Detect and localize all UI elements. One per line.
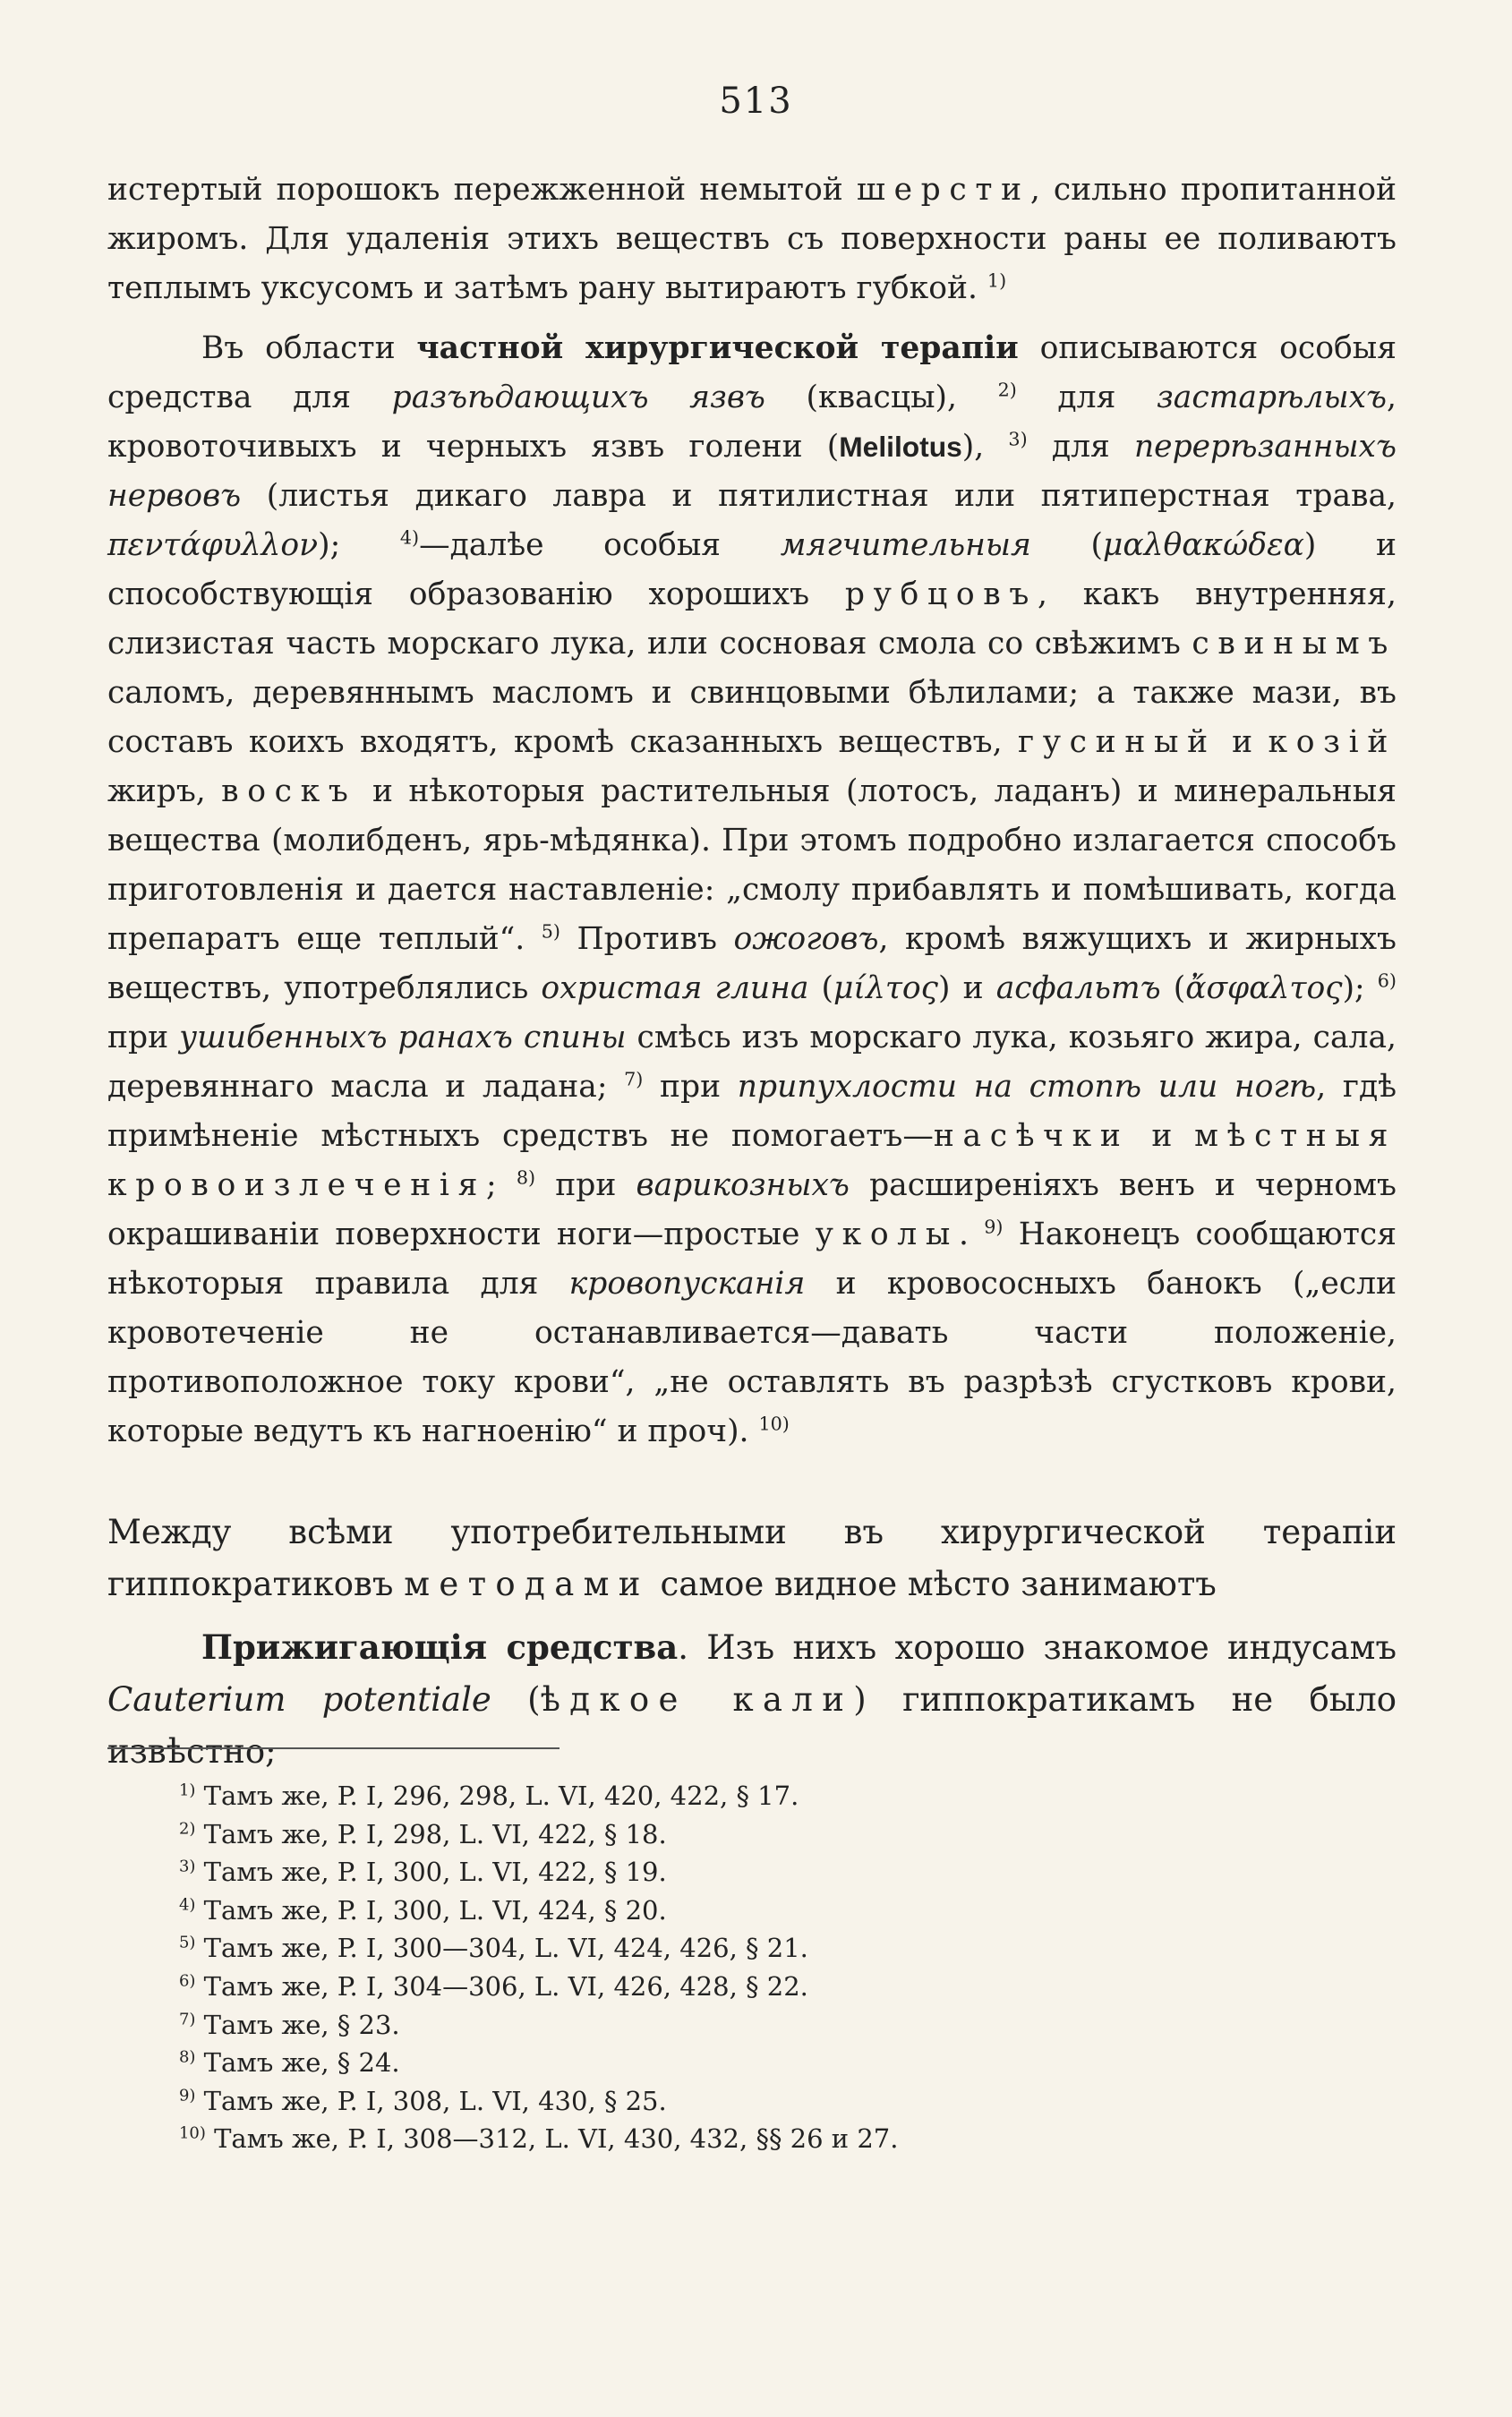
- footnote-ref: 2): [997, 379, 1017, 401]
- main-text: [107, 166, 1397, 1778]
- text-run: πεντάφυλλον: [107, 527, 319, 563]
- footnote: $^{6)}$ Тамъ же, P. I, 304—306, L. VI, 426, 428, § 22.: [179, 1970, 808, 2002]
- footnote: $^{2)}$ Тамъ же, P. I, 298, L. VI, 422, § 18.: [179, 1818, 667, 1849]
- footnote: $^{8)}$ Тамъ же, § 24.: [179, 2047, 400, 2079]
- footnote-ref: 4): [399, 526, 420, 549]
- text-run: уколы: [815, 1217, 959, 1252]
- footnotes: [179, 1777, 1253, 2158]
- paragraph-3: [107, 1507, 1397, 1610]
- text-run: перерѣзанныхъ нервовъ: [107, 429, 1397, 514]
- text-run: , кровоточивыхъ и черныхъ язвъ голени (: [107, 380, 1397, 465]
- footnote: $^{7)}$ Тамъ же, § 23.: [179, 2009, 400, 2040]
- text-run: гусиный: [1017, 724, 1217, 760]
- footnote-ref: 6): [1377, 969, 1397, 992]
- text-run: воскъ: [221, 773, 357, 809]
- footnote-ref: 8): [516, 1166, 536, 1189]
- footnote: $^{10)}$ Тамъ же, P. I, 308—312, L. VI, 430, 432, §§ 26 и 27.: [179, 2123, 899, 2155]
- text-run: насѣчки: [933, 1118, 1130, 1154]
- text-run: и нѣкоторыя растительныя (лотосъ, ладанъ) и минеральныя вещества (молибденъ, ярь-мѣдянка). При этомъ подробно излагается способъ приготовленія и дается наставленіе: „смолу прибавлять и помѣшивать, когда препаратъ еще теплый“.: [107, 773, 1397, 957]
- paragraph-4: [107, 1621, 1397, 1778]
- text-run: (: [491, 1680, 541, 1719]
- text-run: асфальтъ: [995, 970, 1161, 1006]
- footnote-ref: 3): [1008, 428, 1028, 450]
- text-run: ушибенныхъ ранахъ спины: [179, 1020, 627, 1055]
- text-run: (: [808, 970, 834, 1006]
- text-run: припухлости на стопѣ или ногѣ: [737, 1069, 1317, 1105]
- text-run: (: [1030, 527, 1103, 563]
- text-run: , какъ внутренняя, слизистая часть морскаго лука, или сосновая смола со свѣжимъ: [107, 576, 1397, 662]
- footnote-ref: 7): [624, 1068, 644, 1090]
- text-run: (квасцы),: [765, 380, 998, 415]
- text-run: расширеніяхъ венъ и черномъ окрашиваніи поверхности ноги—простые: [107, 1167, 1397, 1252]
- text-run: ожоговъ: [733, 921, 879, 957]
- text-run: разъѣдающихъ язвъ: [391, 380, 765, 415]
- text-run: (листья дикаго лавра и пятилистная или пятиперстная трава,: [241, 478, 1397, 514]
- footnote: $^{3)}$ Тамъ же, P. I, 300, L. VI, 422, § 19.: [179, 1857, 667, 1888]
- text-run: Противъ: [560, 921, 734, 957]
- text-run: ;: [486, 1167, 517, 1203]
- text-run: свинымъ: [1192, 626, 1397, 662]
- text-run: ) гиппократикамъ не было извѣстно;: [107, 1680, 1397, 1771]
- text-run: .: [958, 1217, 985, 1252]
- footnote-ref: 9): [984, 1216, 1004, 1238]
- text-run: Прижигающія средства: [201, 1627, 679, 1667]
- footnote: $^{4)}$ Тамъ же, P. I, 300, L. VI, 424, § 20.: [179, 1894, 667, 1926]
- text-run: ) и: [938, 970, 996, 1006]
- footnote-ref: 5): [541, 920, 560, 943]
- text-run: Melilotus: [839, 431, 962, 463]
- text-run: Cauterium potentiale: [107, 1680, 491, 1719]
- text-run: кровопусканія: [568, 1266, 806, 1302]
- text-run: варикозныхъ: [636, 1167, 850, 1203]
- text-run: ),: [961, 429, 1009, 465]
- text-run: при: [107, 1020, 180, 1055]
- text-run: рубцовъ: [844, 576, 1038, 612]
- text-run: для: [1027, 429, 1134, 465]
- text-run: ἄσφαλτος: [1185, 970, 1343, 1006]
- footnote: $^{9)}$ Тамъ же, P. I, 308, L. VI, 430, § 25.: [179, 2085, 667, 2116]
- text-run: охристая глина: [541, 970, 809, 1006]
- text-run: застарѣлыхъ: [1156, 380, 1388, 415]
- text-run: ) и способствующія образованію хорошихъ: [107, 527, 1397, 612]
- text-run: саломъ, деревяннымъ масломъ и свинцовыми бѣлилами; а также мази, въ составъ коихъ входятъ, кромѣ сказанныхъ веществъ,: [107, 675, 1397, 760]
- text-run: жиръ,: [107, 773, 222, 809]
- text-run: Наконецъ сообщаются нѣкоторыя правила для: [107, 1217, 1397, 1302]
- text-run: );: [318, 527, 400, 563]
- text-run: μίλτος: [833, 970, 939, 1006]
- text-run: описываются особыя средства для: [107, 330, 1397, 415]
- text-run: —далѣе особыя: [419, 527, 781, 563]
- footnote-divider: [107, 1747, 560, 1749]
- text-run: . Изъ нихъ хорошо знакомое индусамъ: [678, 1628, 1397, 1667]
- text-run: и: [1129, 1118, 1195, 1154]
- text-run: );: [1342, 970, 1378, 1006]
- text-run: , кромѣ вяжущихъ и жирныхъ веществъ, употреблялись: [107, 921, 1397, 1006]
- footnote-ref: 10): [758, 1413, 790, 1435]
- text-run: , сильно пропитанной жиромъ. Для удаленія этихъ веществъ съ поверхности раны ее поливаютъ теплымъ уксусомъ и затѣмъ рану вытираютъ губкой.: [107, 172, 1397, 306]
- text-run: истертый порошокъ пережженной немытой: [107, 172, 857, 208]
- text-run: и кровососныхъ банокъ („если кровотеченіе не останавливается—давать части положеніе, противоположное току крови“, „не оставлять въ разрѣзѣ сгустковъ крови, которые ведутъ къ нагноенію“ и проч).: [107, 1266, 1397, 1449]
- text-run: смѣсь изъ морскаго лука, козьяго жира, сала, деревяннаго масла и ладана;: [107, 1020, 1397, 1105]
- text-run: методами: [404, 1565, 650, 1603]
- page-number: 513: [719, 81, 793, 122]
- footnote: $^{1)}$ Тамъ же, P. I, 296, 298, L. VI, 420, 422, § 17.: [179, 1781, 799, 1811]
- text-run: и: [1216, 724, 1269, 760]
- text-run: самое видное мѣсто занимаютъ: [649, 1565, 1217, 1603]
- text-run: , гдѣ примѣненіе мѣстныхъ средствъ не помогаетъ—: [107, 1069, 1397, 1154]
- text-run: при: [535, 1167, 636, 1203]
- text-run: Въ области: [201, 330, 417, 366]
- text-run: (: [1160, 970, 1186, 1006]
- text-run: при: [643, 1069, 738, 1105]
- footnote: $^{5)}$ Тамъ же, P. I, 300—304, L. VI, 424, 426, § 21.: [179, 1933, 808, 1964]
- text-run: Между всѣми употребительными въ хирургической терапіи гиппократиковъ: [107, 1513, 1397, 1603]
- text-run: мѣстныя кровоизлеченія: [107, 1118, 1397, 1203]
- text-run: козій: [1268, 724, 1397, 760]
- text-run: шерсти: [856, 172, 1030, 208]
- text-run: частной хирургической терапіи: [416, 330, 1019, 366]
- text-run: ѣдкое кали: [540, 1680, 854, 1719]
- footnote-ref: 1): [987, 269, 1007, 292]
- paragraph-1: [107, 166, 1397, 313]
- text-run: μαλθακώδεα: [1102, 527, 1304, 563]
- paragraph-2: [107, 324, 1397, 1456]
- text-run: для: [1016, 380, 1157, 415]
- text-run: мягчительныя: [780, 527, 1031, 563]
